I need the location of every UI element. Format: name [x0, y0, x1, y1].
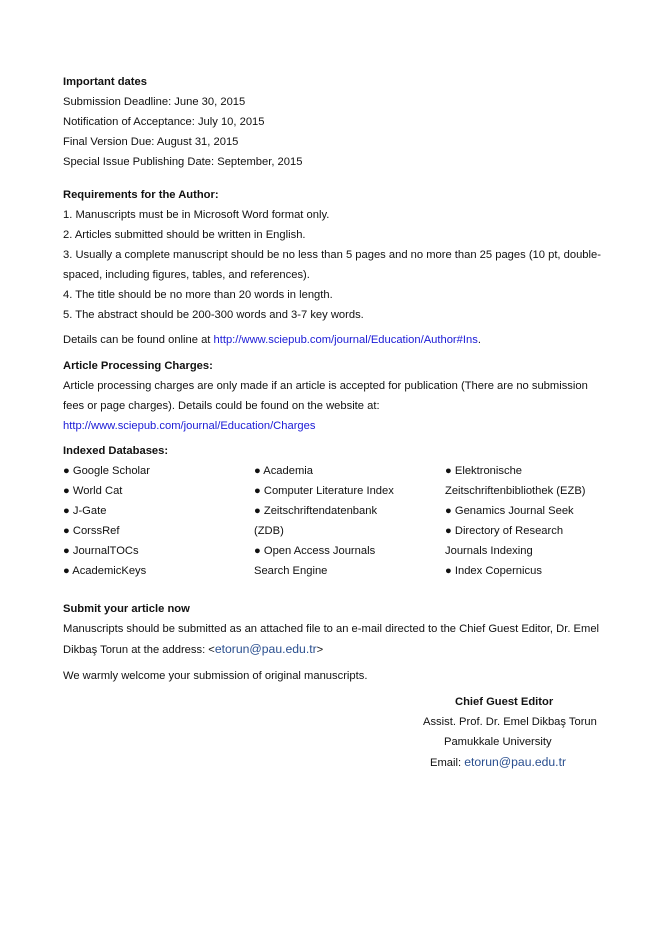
charges-text: fees or page charges). Details could be found on the website at:	[63, 400, 380, 412]
submit-heading: Submit your article now	[63, 603, 190, 615]
database-item: Zeitschriftenbibliothek (EZB)	[445, 485, 586, 497]
database-item: ● World Cat	[63, 485, 123, 497]
charges-heading: Article Processing Charges:	[63, 360, 213, 372]
database-item: Search Engine	[254, 565, 328, 577]
requirements-details	[63, 333, 481, 347]
database-item: ● Elektronische	[445, 465, 523, 477]
database-item: ● Open Access Journals	[254, 545, 376, 557]
final-version-date: Final Version Due: August 31, 2015	[63, 136, 239, 148]
publishing-date: Special Issue Publishing Date: September, 2015	[63, 156, 303, 168]
database-item: ● Genamics Journal Seek	[445, 505, 574, 517]
submit-address-prefix: Dikbaş Torun at the address: <	[63, 644, 215, 656]
editor-email-line	[430, 755, 566, 770]
welcome-text: We warmly welcome your submission of original manuscripts.	[63, 670, 368, 682]
submit-address-line	[63, 642, 323, 657]
requirement-item: 4. The title should be no more than 20 words in length.	[63, 289, 333, 301]
author-instructions-link[interactable]: http://www.sciepub.com/journal/Education/Author#Ins	[213, 334, 478, 346]
database-item: ● AcademicKeys	[63, 565, 147, 577]
requirement-item: spaced, including figures, tables, and references).	[63, 269, 310, 281]
editor-email-link[interactable]: etorun@pau.edu.tr	[464, 755, 567, 769]
submit-address-suffix: >	[316, 644, 324, 656]
requirement-item: 5. The abstract should be 200-300 words and 3-7 key words.	[63, 309, 364, 321]
notification-date: Notification of Acceptance: July 10, 2015	[63, 116, 265, 128]
database-item: ● Academia	[254, 465, 313, 477]
submit-text: Manuscripts should be submitted as an attached file to an e-mail directed to the Chief Guest Editor, Dr. Emel	[63, 623, 600, 635]
database-item: ● Google Scholar	[63, 465, 150, 477]
database-item: ● Index Copernicus	[445, 565, 542, 577]
requirement-item: 2. Articles submitted should be written in English.	[63, 229, 306, 241]
important-dates-heading: Important dates	[63, 76, 147, 88]
database-item: ● Computer Literature Index	[254, 485, 394, 497]
submission-deadline: Submission Deadline: June 30, 2015	[63, 96, 246, 108]
editor-name: Assist. Prof. Dr. Emel Dikbaş Torun	[423, 716, 597, 728]
charges-text: Article processing charges are only made if an article is accepted for publication (There are no submission	[63, 380, 588, 392]
charges-link[interactable]: http://www.sciepub.com/journal/Education/Charges	[63, 420, 316, 432]
requirement-item: 3. Usually a complete manuscript should be no less than 5 pages and no more than 25 pages (10 pt, double-	[63, 249, 601, 261]
submit-email-link[interactable]: etorun@pau.edu.tr	[214, 642, 317, 656]
database-item: (ZDB)	[254, 525, 284, 537]
database-item: ● JournalTOCs	[63, 545, 139, 557]
details-prefix: Details can be found online at	[63, 334, 214, 346]
database-item: Journals Indexing	[445, 545, 533, 557]
databases-heading: Indexed Databases:	[63, 445, 169, 457]
requirements-heading: Requirements for the Author:	[63, 189, 219, 201]
database-item: ● CorssRef	[63, 525, 120, 537]
requirement-item: 1. Manuscripts must be in Microsoft Word format only.	[63, 209, 330, 221]
details-suffix: .	[477, 334, 481, 346]
database-item: ● Zeitschriftendatenbank	[254, 505, 378, 517]
editor-university: Pamukkale University	[444, 736, 552, 748]
editor-email-label: Email:	[430, 757, 465, 769]
charges-link-line	[63, 419, 315, 433]
database-item: ● Directory of Research	[445, 525, 564, 537]
database-item: ● J-Gate	[63, 505, 107, 517]
editor-title: Chief Guest Editor	[455, 696, 554, 708]
